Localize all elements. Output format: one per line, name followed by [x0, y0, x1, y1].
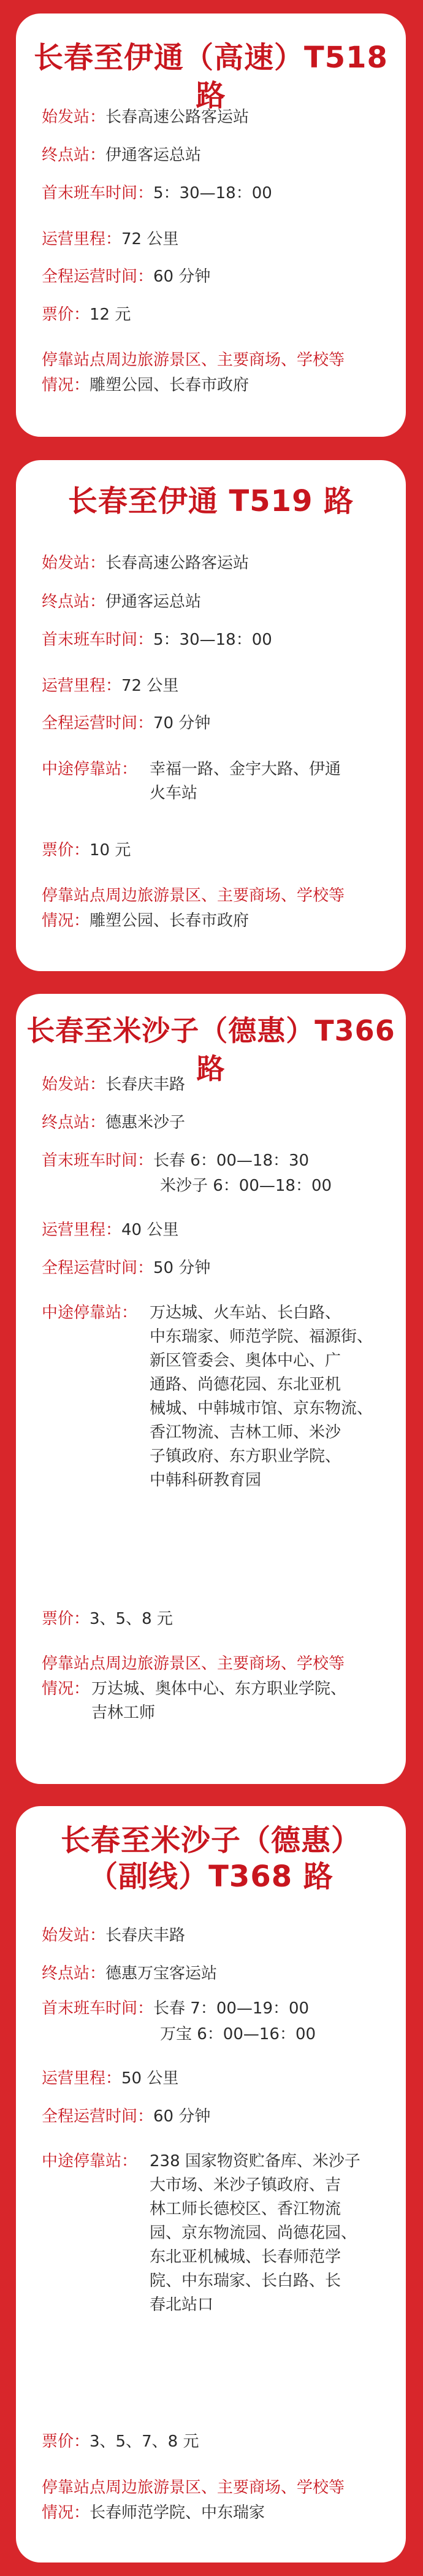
- fare-row: [42, 303, 381, 327]
- duration-value: 60 分钟: [153, 2107, 211, 2126]
- schedule-row: [42, 628, 381, 652]
- scenic-label-row: [42, 884, 381, 908]
- schedule-value-second: 米沙子 6：00—18：00: [160, 1177, 332, 1195]
- mid-stops-line: 院、中东瑞家、长白路、长: [150, 2272, 341, 2290]
- distance-label: 运营里程：: [42, 2069, 122, 2088]
- distance-row: [42, 1218, 381, 1242]
- mid-stops-label: 中途停靠站：: [42, 1304, 138, 1322]
- mid-stops-label: 中途停靠站：: [42, 2152, 138, 2170]
- distance-label: 运营里程：: [42, 1221, 122, 1239]
- scenic-label-row: [42, 348, 381, 372]
- fare-value: 3、5、8 元: [90, 1610, 173, 1628]
- end-station-label: 终点站：: [42, 1113, 106, 1132]
- scenic-label-tail: 情况：: [42, 376, 90, 394]
- end-station-label: 终点站：: [42, 1964, 106, 1983]
- end-station-value: 伊通客运总站: [105, 146, 202, 164]
- mid-stops-line: 238 国家物资贮备库、米沙子: [150, 2152, 360, 2170]
- scenic-label-row: [42, 1652, 381, 1676]
- schedule-label: 首末班车时间：: [42, 631, 154, 649]
- mid-stops-list: [150, 1301, 373, 1493]
- scenic-value: 雕塑公园、长春市政府: [90, 376, 250, 394]
- end-station-row: [42, 590, 381, 614]
- fare-label: 票价：: [42, 306, 90, 324]
- distance-value: 72 公里: [121, 677, 179, 695]
- fare-row: [42, 839, 381, 863]
- schedule-row: [42, 1149, 381, 1173]
- route-card-t519: [16, 460, 406, 971]
- schedule-row: [42, 182, 381, 206]
- duration-value: 60 分钟: [153, 267, 211, 286]
- route-title: 长春至伊通（高速）T518 路: [34, 40, 388, 113]
- mid-stops-line: 园、京东物流园、尚德花园、: [150, 2224, 357, 2242]
- end-station-row: [42, 1962, 381, 1986]
- start-station-value: 长春庆丰路: [105, 1926, 186, 1945]
- fare-value: 3、5、7、8 元: [90, 2432, 199, 2451]
- mid-stops-list: [150, 2150, 360, 2317]
- fare-label: 票价：: [42, 1610, 90, 1628]
- mid-stops-list: [150, 758, 341, 805]
- schedule-row: [42, 1997, 381, 2021]
- start-station-row: [42, 552, 381, 575]
- fare-label: 票价：: [42, 2432, 90, 2451]
- mid-stops-line: 械城、中韩城市馆、京东物流、: [150, 1399, 373, 1418]
- fare-value: 10 元: [90, 841, 131, 859]
- end-station-row: [42, 144, 381, 167]
- scenic-list: [91, 1677, 346, 1725]
- duration-row: [42, 265, 381, 289]
- route-card-t518: [16, 13, 406, 437]
- schedule-value: 5：30—18：00: [153, 184, 272, 202]
- duration-row: [42, 1256, 381, 1280]
- duration-row: [42, 2105, 381, 2129]
- start-station-label: 始发站：: [42, 1075, 106, 1094]
- fare-label: 票价：: [42, 841, 90, 859]
- end-station-value: 德惠万宝客运站: [105, 1964, 218, 1983]
- schedule-value-second: 万宝 6：00—16：00: [160, 2025, 316, 2043]
- schedule-value: 长春 6：00—18：30: [153, 1152, 310, 1170]
- scenic-label: 停靠站点周边旅游景区、主要商场、学校等: [42, 2478, 345, 2497]
- fare-row: [42, 1607, 381, 1631]
- route-title-line-1: 长春至米沙子（德惠）: [60, 1823, 361, 1858]
- schedule-label: 首末班车时间：: [42, 184, 154, 202]
- distance-value: 72 公里: [121, 230, 179, 248]
- route-card-t366: [16, 994, 406, 1784]
- mid-stops-line: 大市场、米沙子镇政府、吉: [150, 2176, 341, 2194]
- schedule-value: 长春 7：00—19：00: [153, 1999, 310, 2018]
- fare-value: 12 元: [90, 306, 131, 324]
- distance-value: 40 公里: [121, 1221, 179, 1239]
- start-station-value: 长春高速公路客运站: [105, 108, 250, 126]
- scenic-label: 停靠站点周边旅游景区、主要商场、学校等: [42, 1655, 345, 1673]
- distance-row: [42, 2067, 381, 2091]
- scenic-value: 长春师范学院、中东瑞家: [90, 2504, 265, 2522]
- scenic-label-tail: 情况：: [42, 1680, 90, 1698]
- distance-label: 运营里程：: [42, 230, 122, 248]
- mid-stops-line: 香江物流、吉林工师、米沙: [150, 1423, 341, 1442]
- schedule-label: 首末班车时间：: [42, 1999, 154, 2018]
- route-card-t368: [16, 1806, 406, 2563]
- end-station-value: 德惠米沙子: [105, 1113, 186, 1132]
- duration-row: [42, 712, 381, 736]
- scenic-value: 雕塑公园、长春市政府: [90, 912, 250, 930]
- mid-stops-line: 通路、尚德花园、东北亚机: [150, 1375, 341, 1394]
- schedule-value: 5：30—18：00: [153, 631, 272, 649]
- mid-stops-line: 子镇政府、东方职业学院、: [150, 1447, 341, 1466]
- route-title: 长春至伊通 T519 路: [67, 484, 354, 518]
- start-station-value: 长春庆丰路: [105, 1075, 186, 1094]
- start-station-row: [42, 106, 381, 129]
- scenic-line: 吉林工师: [91, 1704, 156, 1722]
- duration-value: 50 分钟: [153, 1259, 211, 1277]
- mid-stops-line: 中东瑞家、师范学院、福源街、: [150, 1328, 373, 1346]
- mid-stops-line: 万达城、火车站、长白路、: [150, 1304, 341, 1322]
- end-station-value: 伊通客运总站: [105, 593, 202, 611]
- scenic-line: 万达城、奥体中心、东方职业学院、: [91, 1680, 347, 1698]
- end-station-label: 终点站：: [42, 593, 106, 611]
- route-title-line-2: （副线）T368 路: [88, 1859, 333, 1894]
- scenic-label: 停靠站点周边旅游景区、主要商场、学校等: [42, 886, 345, 905]
- scenic-row: [42, 909, 381, 933]
- start-station-row: [42, 1073, 381, 1097]
- duration-label: 全程运营时间：: [42, 267, 154, 286]
- distance-row: [42, 674, 381, 698]
- route-title: 长春至米沙子（德惠）T366 路: [26, 1014, 395, 1085]
- mid-stops-line: 幸福一路、金宇大路、伊通: [150, 760, 341, 779]
- scenic-label: 停靠站点周边旅游景区、主要商场、学校等: [42, 351, 345, 369]
- start-station-label: 始发站：: [42, 554, 106, 572]
- duration-label: 全程运营时间：: [42, 2107, 154, 2126]
- start-station-value: 长春高速公路客运站: [105, 554, 250, 572]
- distance-row: [42, 228, 381, 252]
- start-station-label: 始发站：: [42, 1926, 106, 1945]
- duration-label: 全程运营时间：: [42, 1259, 154, 1277]
- end-station-label: 终点站：: [42, 146, 106, 164]
- mid-stops-line: 火车站: [150, 784, 198, 802]
- start-station-label: 始发站：: [42, 108, 106, 126]
- end-station-row: [42, 1111, 381, 1135]
- scenic-row: [42, 374, 381, 398]
- fare-row: [42, 2430, 381, 2454]
- mid-stops-label: 中途停靠站：: [42, 760, 138, 779]
- mid-stops-line: 中韩科研教育园: [150, 1471, 262, 1490]
- duration-label: 全程运营时间：: [42, 714, 154, 732]
- mid-stops-line: 新区管委会、奥体中心、广: [150, 1351, 341, 1370]
- start-station-row: [42, 1924, 381, 1948]
- scenic-label-tail: 情况：: [42, 912, 90, 930]
- distance-label: 运营里程：: [42, 677, 122, 695]
- schedule-label: 首末班车时间：: [42, 1152, 154, 1170]
- mid-stops-line: 林工师长德校区、香江物流: [150, 2200, 341, 2218]
- scenic-label-row: [42, 2476, 381, 2500]
- scenic-label-tail: 情况：: [42, 2504, 90, 2522]
- duration-value: 70 分钟: [153, 714, 211, 732]
- mid-stops-line: 春北站口: [150, 2296, 214, 2314]
- scenic-row: [42, 2501, 381, 2525]
- mid-stops-line: 东北亚机械城、长春师范学: [150, 2248, 341, 2266]
- distance-value: 50 公里: [121, 2069, 179, 2088]
